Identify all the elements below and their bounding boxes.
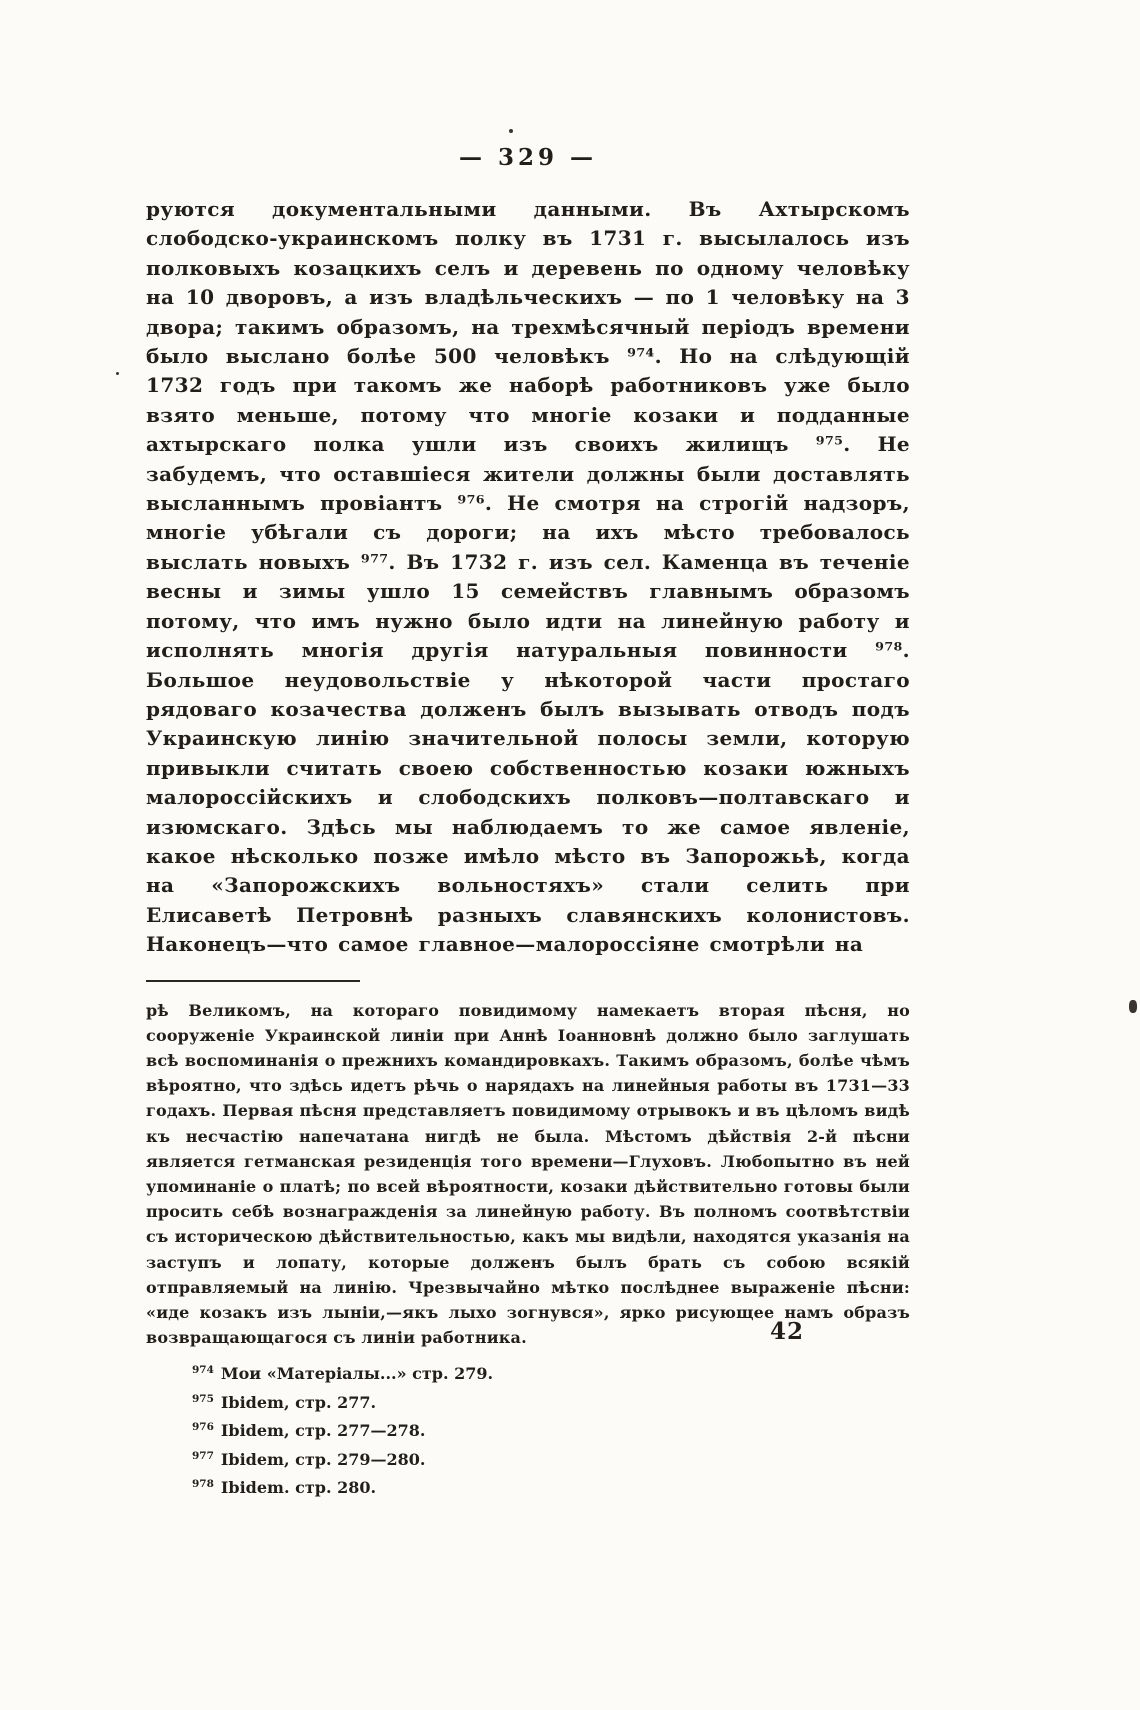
page-content: [146, 144, 910, 1501]
footnote-marker: 974: [192, 1364, 214, 1377]
footnote-marker: 977: [192, 1449, 214, 1462]
footnote-text: Ibidem, стр. 277—278.: [220, 1421, 426, 1441]
footnote-text: Ibidem, стр. 277.: [220, 1392, 377, 1412]
scan-speck: [116, 372, 119, 375]
footnote-text: Ibidem, стр. 279—280.: [220, 1449, 426, 1469]
page-number-bottom: 42: [770, 1318, 805, 1345]
body-paragraph: руются документальными данными. Въ Ахтырскомъ слободско-украинскомъ полку въ 1731 г. высылалось изъ полковыхъ козацкихъ селъ и деревень по одному человѣку на 10 дворовъ, а изъ владѣльческихъ — по 1 человѣку на 3 двора; такимъ образомъ, на трехмѣсячный періодъ времени было выслано болѣе 500 человѣкъ ⁹⁷⁴. Но на слѣдующій 1732 годъ при такомъ же наборѣ работниковъ уже было взято меньше, потому что многіе козаки и подданные ахтырскаго полка ушли изъ своихъ жилищъ ⁹⁷⁵. Не забудемъ, что оставшіеся жители должны были доставлять высланнымъ провіантъ ⁹⁷⁶. Не смотря на строгій надзоръ, многіе убѣгали съ дороги; на ихъ мѣсто требовалось выслать новыхъ ⁹⁷⁷. Въ 1732 г. изъ сел. Каменца въ теченіе весны и зимы ушло 15 семействъ главнымъ образомъ потому, что имъ нужно было идти на линейную работу и исполнять многія другія натуральныя повинности ⁹⁷⁸. Большое неудовольствіе у нѣкоторой части простаго рядоваго козачества долженъ былъ вызывать отводъ подъ Украинскую линію значительной полосы земли, которую привыкли считать своею собственностью козаки южныхъ малороссійскихъ и слободскихъ полковъ—полтавскаго и изюмскаго. Здѣсь мы наблюдаемъ то же самое явленіе, какое нѣсколько позже имѣло мѣсто въ Запорожьѣ, когда на «Запорожскихъ вольностяхъ» стали селить при Елисаветѣ Петровнѣ разныхъ славянскихъ колонистовъ. Наконецъ—что самое главное—малороссіяне смотрѣли на: [146, 197, 910, 957]
footnote-marker: 976: [192, 1421, 214, 1434]
footnote-marker: 978: [192, 1478, 214, 1491]
scan-speck: [1129, 1000, 1137, 1013]
footnote-list: [146, 1358, 910, 1501]
footnote-divider: [146, 980, 360, 982]
footnote-item: [192, 1472, 910, 1501]
footnote-text: Мои «Матеріалы...» стр. 279.: [220, 1364, 494, 1384]
scan-speck: [509, 129, 513, 133]
footnote-item: [192, 1415, 910, 1444]
footnote-text: Ibidem. стр. 280.: [220, 1478, 377, 1498]
footnote-item: [192, 1387, 910, 1416]
footnote-continuation: рѣ Великомъ, на котораго повидимому намекаетъ вторая пѣсня, но сооруженіе Украинской линіи при Аннѣ Іоанновнѣ должно было заглушать всѣ воспоминанія о прежнихъ командировкахъ. Такимъ образомъ, болѣе чѣмъ вѣроятно, что здѣсь идетъ рѣчь о нарядахъ на линейныя работы въ 1731—33 годахъ. Первая пѣсня представляетъ повидимому отрывокъ и въ цѣломъ видѣ къ несчастію напечатана нигдѣ не была. Мѣстомъ дѣйствія 2-й пѣсни является гетманская резиденція того времени—Глуховъ. Любопытно въ ней упоминаніе о платѣ; по всей вѣроятности, козаки дѣйствительно готовы были просить себѣ вознагражденія за линейную работу. Въ полномъ соотвѣтствіи съ историческою дѣйствительностью, какъ мы видѣли, находятся указанія на заступъ и лопату, которые долженъ былъ брать съ собою всякій отправляемый на линію. Чрезвычайно мѣтко послѣднее выраженіе пѣсни: «иде козакъ изъ лыніи,—якъ лыхо зогнувся», ярко рисующее намъ образъ возвращающагося съ линіи работника.: [146, 1000, 910, 1348]
page-number-top: — 329 —: [458, 144, 598, 171]
footnote-marker: 975: [192, 1392, 214, 1405]
footnote-item: [192, 1358, 910, 1387]
footnote-item: [192, 1444, 910, 1473]
